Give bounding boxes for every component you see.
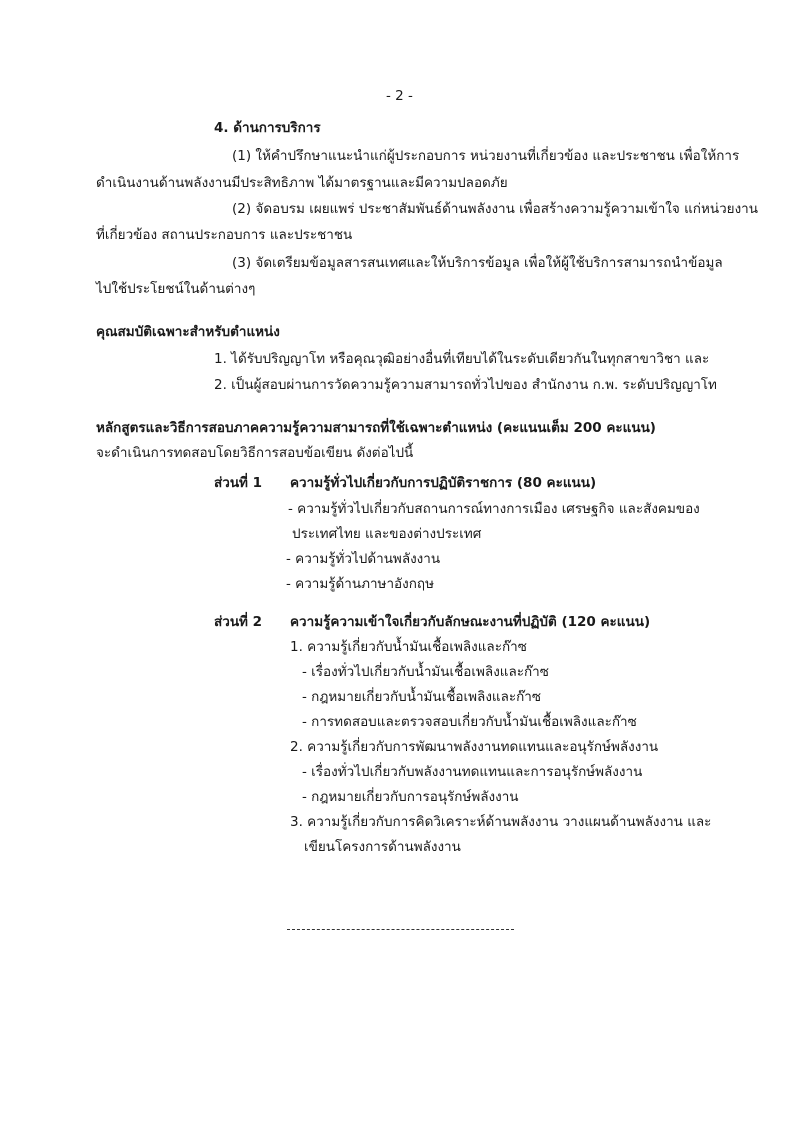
service-item-2-line-2: ที่เกี่ยวข้อง สถานประกอบการ และประชาชน — [96, 227, 353, 243]
part-1-label: ส่วนที่ 1 — [214, 475, 263, 491]
page-number: - 2 - — [386, 88, 413, 104]
end-divider — [287, 929, 514, 930]
part-1-bullet-2: - ความรู้ทั่วไปด้านพลังงาน — [286, 551, 441, 567]
service-heading: 4. ด้านการบริการ — [214, 120, 321, 136]
qualification-item-1: 1. ได้รับปริญญาโท หรือคุณวุฒิอย่างอื่นที่เทียบได้ในระดับเดียวกันในทุกสาขาวิชา และ — [214, 351, 710, 367]
exam-heading: หลักสูตรและวิธีการสอบภาคความรู้ความสามารถที่ใช้เฉพาะตำแหน่ง (คะแนนเต็ม 200 คะแนน) — [96, 420, 656, 436]
part-2-subsection-2: 2. ความรู้เกี่ยวกับการพัฒนาพลังงานทดแทนและอนุรักษ์พลังงาน — [290, 739, 659, 755]
part-2-subsection-3-line-2: เขียนโครงการด้านพลังงาน — [304, 839, 461, 855]
part-2-subsection-1: 1. ความรู้เกี่ยวกับน้ำมันเชื้อเพลิงและก๊าซ — [290, 639, 527, 655]
service-item-3-line-2: ไปใช้ประโยชน์ในด้านต่างๆ — [96, 281, 256, 297]
part-1-bullet-1-line-1: - ความรู้ทั่วไปเกี่ยวกับสถานการณ์ทางการเมือง เศรษฐกิจ และสังคมของ — [288, 501, 700, 517]
part-2-subsection-1-bullet-2: - กฎหมายเกี่ยวกับน้ำมันเชื้อเพลิงและก๊าซ — [302, 689, 542, 705]
part-2-title: ความรู้ความเข้าใจเกี่ยวกับลักษณะงานที่ปฏิบัติ (120 คะแนน) — [290, 614, 651, 630]
part-2-subsection-3-line-1: 3. ความรู้เกี่ยวกับการคิดวิเคราะห์ด้านพลังงาน วางแผนด้านพลังงาน และ — [290, 814, 712, 830]
part-1-bullet-1-line-2: ประเทศไทย และของต่างประเทศ — [292, 526, 482, 542]
part-2-subsection-2-bullet-1: - เรื่องทั่วไปเกี่ยวกับพลังงานทดแทนและการอนุรักษ์พลังงาน — [302, 764, 643, 780]
service-item-1-line-2: ดำเนินงานด้านพลังงานมีประสิทธิภาพ ได้มาตรฐานและมีความปลอดภัย — [96, 175, 508, 191]
qualifications-heading: คุณสมบัติเฉพาะสำหรับตำแหน่ง — [96, 324, 280, 340]
qualification-item-2: 2. เป็นผู้สอบผ่านการวัดความรู้ความสามารถทั่วไปของ สำนักงาน ก.พ. ระดับปริญญาโท — [214, 377, 717, 393]
exam-intro: จะดำเนินการทดสอบโดยวิธีการสอบข้อเขียน ดังต่อไปนี้ — [96, 445, 414, 461]
part-1-bullet-3: - ความรู้ด้านภาษาอังกฤษ — [286, 576, 434, 592]
part-2-subsection-2-bullet-2: - กฎหมายเกี่ยวกับการอนุรักษ์พลังงาน — [302, 789, 519, 805]
part-2-subsection-1-bullet-1: - เรื่องทั่วไปเกี่ยวกับน้ำมันเชื้อเพลิงและก๊าซ — [302, 664, 549, 680]
part-2-subsection-1-bullet-3: - การทดสอบและตรวจสอบเกี่ยวกับน้ำมันเชื้อเพลิงและก๊าซ — [302, 714, 637, 730]
service-item-3-line-1: (3) จัดเตรียมข้อมูลสารสนเทศและให้บริการข้อมูล เพื่อให้ผู้ใช้บริการสามารถนำข้อมูล — [232, 255, 723, 271]
part-1-title: ความรู้ทั่วไปเกี่ยวกับการปฏิบัติราชการ (80 คะแนน) — [290, 475, 597, 491]
service-item-2-line-1: (2) จัดอบรม เผยแพร่ ประชาสัมพันธ์ด้านพลังงาน เพื่อสร้างความรู้ความเข้าใจ แก่หน่วยงาน — [232, 201, 758, 217]
part-2-label: ส่วนที่ 2 — [214, 614, 263, 630]
service-item-1-line-1: (1) ให้คำปรึกษาแนะนำแก่ผู้ประกอบการ หน่วยงานที่เกี่ยวข้อง และประชาชน เพื่อให้การ — [232, 148, 740, 164]
